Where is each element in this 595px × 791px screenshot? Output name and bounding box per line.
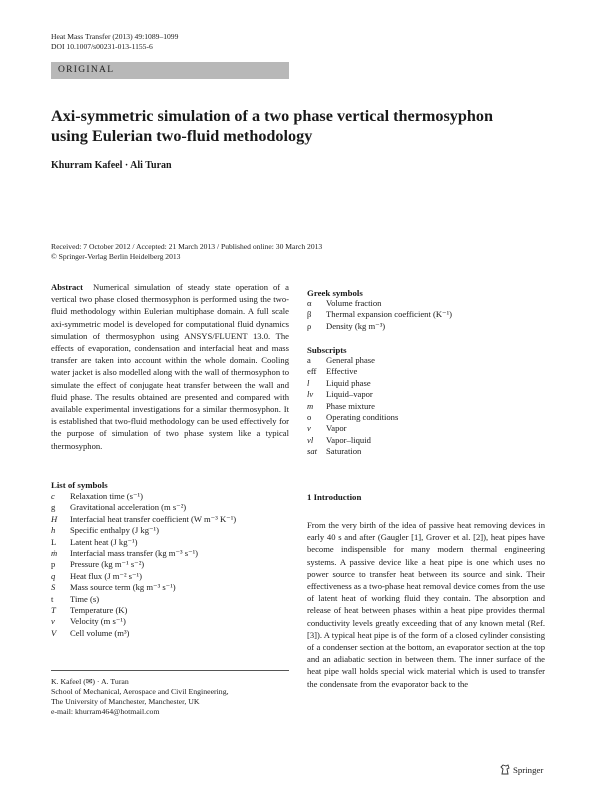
- symbol-row: [307, 401, 545, 412]
- symbol: L: [51, 536, 57, 547]
- symbol-description: Density (kg m⁻³): [326, 320, 386, 331]
- symbol-description: Specific enthalpy (J kg⁻¹): [70, 525, 159, 536]
- symbol-description: General phase: [326, 355, 375, 365]
- greek-heading: Greek symbols: [307, 288, 363, 298]
- greek-list: [307, 298, 545, 332]
- publisher-name: Springer: [513, 764, 544, 775]
- symbol-row: [307, 435, 545, 446]
- affiliation-school: School of Mechanical, Aerospace and Civil Engineering,: [51, 687, 229, 696]
- affiliation-university: The University of Manchester, Manchester, UK: [51, 697, 200, 706]
- symbol-row: [51, 628, 289, 639]
- symbol: q: [51, 570, 56, 581]
- symbol-description: Operating conditions: [326, 412, 399, 423]
- symbol: lv: [307, 389, 314, 400]
- abstract: [51, 281, 289, 452]
- symbol: H: [51, 513, 58, 524]
- received-line: Received: 7 October 2012 / Accepted: 21 March 2013 / Published online: 30 March 2013: [51, 242, 323, 251]
- symbol: v: [307, 423, 311, 434]
- symbol-description: Interfacial heat transfer coefficient (W m⁻³ K⁻¹): [70, 513, 237, 524]
- symbol: l: [307, 377, 310, 388]
- subscripts-heading: Subscripts: [307, 345, 347, 355]
- symbol: V: [51, 627, 57, 638]
- symbol-description: Vapor–liquid: [326, 434, 371, 445]
- symbol-description: Interfacial mass transfer (kg m⁻³ s⁻¹): [70, 548, 199, 559]
- symbol-description: Vapor: [326, 423, 347, 434]
- symbol: S: [51, 582, 56, 593]
- symbol-row: [307, 378, 545, 389]
- symbol-description: Cell volume (m³): [70, 627, 130, 638]
- symbol-description: Relaxation time (s⁻¹): [70, 491, 143, 501]
- subscripts-list: [307, 355, 545, 458]
- symbol-row: [51, 537, 289, 548]
- symbol-description: Effective: [326, 366, 358, 377]
- article-title: [51, 106, 551, 146]
- publication-dates: [51, 242, 322, 262]
- symbol-description: Time (s): [70, 593, 100, 604]
- symbol-row: [307, 412, 545, 423]
- symbol-description: Liquid phase: [326, 377, 371, 388]
- symbol: β: [307, 309, 312, 320]
- greek-section: [307, 288, 545, 332]
- symbol: c: [51, 491, 55, 501]
- symbol-row: [307, 309, 545, 320]
- symbol-row: [307, 298, 545, 309]
- symbol-row: [51, 491, 289, 502]
- symbol: ṁ: [51, 548, 58, 559]
- doi-line: DOI 10.1007/s00231-013-1155-6: [51, 41, 153, 51]
- symbol-description: Heat flux (J m⁻² s⁻¹): [70, 570, 142, 581]
- publisher-logo: [500, 764, 543, 775]
- section-label: ORIGINAL: [58, 65, 115, 75]
- abstract-label: Abstract: [51, 282, 83, 292]
- symbol: t: [51, 593, 54, 604]
- symbol-description: Thermal expansion coefficient (K⁻¹): [326, 309, 453, 320]
- symbol-description: Gravitational acceleration (m s⁻²): [70, 502, 187, 513]
- springer-horse-icon: [500, 764, 510, 775]
- symbol-row: [51, 514, 289, 525]
- symbol: g: [51, 502, 56, 513]
- symbols-list: [51, 491, 289, 639]
- introduction-text: From the very birth of the idea of passive heat removing devices in early 40 s and after (Gaugler [1], Grover et al. [2]), heat pipes have become indispensible for many modern thermal engineering systems. A passive device like a heat pipe is one which uses no power source to transfer heat between its source and sink. Their effectiveness as a two-phase heat removal device comes from the use of latent heat of working fluid they contain. The absorption and release of heat between phases within a heat pipe provides thermal conductivity levels greatly exceeding that of any known metal (Ref. [3]). A typical heat pipe is of the form of a closed cylinder consisting of a condenser section at the bottom, an evaporator section at the top and an adiabatic section in between them. The inner surface of the heat pipe wall holds special wick material which is used to transfer the condensate from the evaporator back to the: [307, 520, 545, 689]
- affiliation-authors: K. Kafeel (✉) · A. Turan: [51, 677, 129, 686]
- symbol-description: Pressure (kg m⁻¹ s⁻²): [70, 559, 145, 570]
- symbol-description: Latent heat (J kg⁻¹): [70, 536, 138, 547]
- symbol-row: [307, 366, 545, 377]
- symbol-description: Liquid–vapor: [326, 389, 373, 400]
- symbol: α: [307, 298, 312, 308]
- introduction-heading: 1 Introduction: [307, 492, 362, 502]
- symbol: eff: [307, 366, 317, 377]
- symbol-description: Saturation: [326, 446, 362, 457]
- symbol: p: [51, 559, 56, 570]
- symbol: h: [51, 525, 56, 536]
- symbol-row: [51, 605, 289, 616]
- symbol-row: [307, 321, 545, 332]
- symbol-row: [51, 571, 289, 582]
- symbol-description: Volume fraction: [326, 298, 382, 308]
- symbol-row: [51, 559, 289, 570]
- symbol: ρ: [307, 320, 312, 331]
- title-line-1: Axi-symmetric simulation of a two phase vertical thermosyphon: [51, 107, 493, 125]
- symbol-row: [307, 423, 545, 434]
- symbol-row: [51, 525, 289, 536]
- symbol: o: [307, 412, 312, 423]
- symbol-row: [51, 502, 289, 513]
- symbol-row: [307, 446, 545, 457]
- affiliation: [51, 677, 229, 717]
- symbol: sat: [307, 446, 318, 457]
- symbols-section: [51, 480, 289, 639]
- symbol-row: [51, 548, 289, 559]
- symbol-row: [307, 389, 545, 400]
- symbol-description: Temperature (K): [70, 605, 128, 616]
- symbol: m: [307, 400, 314, 411]
- symbol: vl: [307, 434, 314, 445]
- section-label-bar: [51, 62, 289, 79]
- abstract-text: Numerical simulation of steady state operation of a vertical two phase closed thermosyphon is performed using the two-fluid methodology within Eulerian multiphase domain. A full scale axi-symmetric model is developed for computational fluid dynamics simulation of thermosyphon using ANSYS/FLUENT 13.0. The effects of evaporation, condensation and interfacial heat and mass transfer are taken into account within the whole domain. Cooling water jacket is also modelled along with the wall of thermosyphon to simulate the effect of conjugate heat transfer between the wall and fluid phase. The results obtained are presented and compared with available experimental investigations for a similar thermosyphon. It is established that two-fluid methodology can be used effectively for the purpose of simulation of two phase system like a typical thermosyphon.: [51, 282, 289, 451]
- title-line-2: using Eulerian two-fluid methodology: [51, 127, 313, 145]
- symbol-row: [51, 582, 289, 593]
- subscripts-section: [307, 345, 545, 458]
- symbol: v: [51, 616, 55, 627]
- symbol-description: Mass source term (kg m⁻³ s⁻¹): [70, 582, 176, 593]
- symbol-row: [51, 594, 289, 605]
- footnote-rule: [51, 670, 289, 671]
- affiliation-email[interactable]: e-mail: khurram464@hotmail.com: [51, 707, 160, 716]
- symbol-description: Velocity (m s⁻¹): [70, 616, 126, 627]
- symbol: a: [307, 355, 311, 365]
- symbols-heading: List of symbols: [51, 480, 108, 490]
- journal-citation: Heat Mass Transfer (2013) 49:1089–1099: [51, 32, 179, 41]
- author-list: Khurram Kafeel · Ali Turan: [51, 160, 172, 171]
- symbol: T: [51, 605, 56, 616]
- symbol-description: Phase mixture: [326, 400, 375, 411]
- symbol-row: [51, 616, 289, 627]
- journal-header: [51, 32, 178, 51]
- copyright-line: © Springer-Verlag Berlin Heidelberg 2013: [51, 252, 181, 261]
- symbol-row: [307, 355, 545, 366]
